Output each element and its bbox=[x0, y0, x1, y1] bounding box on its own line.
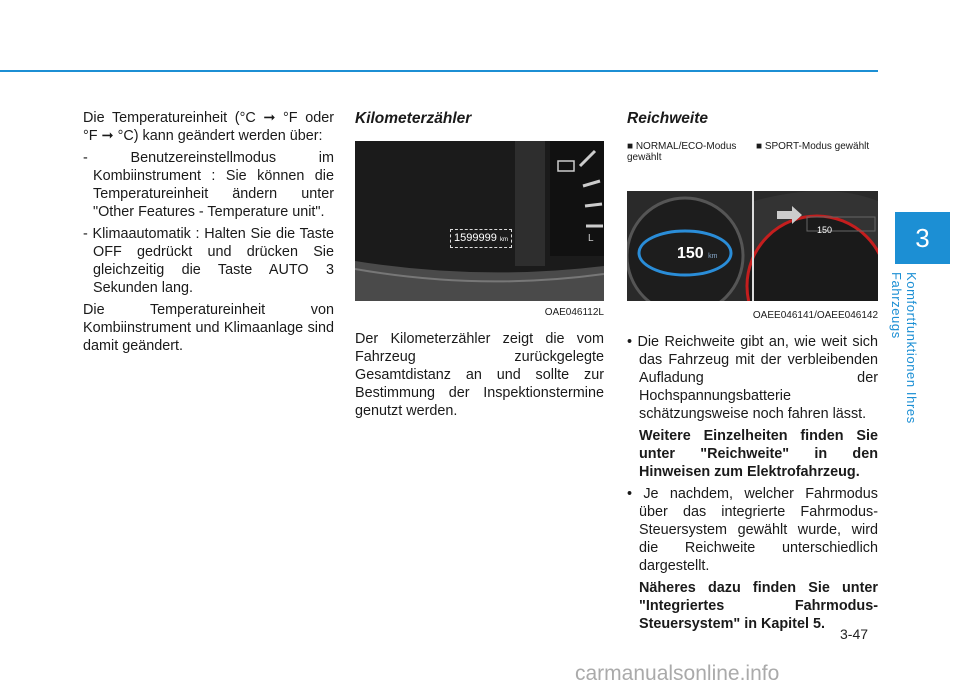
odometer-value: 1599999 bbox=[454, 232, 497, 244]
column-range bbox=[627, 109, 878, 633]
column-odometer bbox=[355, 109, 604, 420]
legend-normal-eco: ■ NORMAL/ECO-Modus gewählt bbox=[627, 141, 737, 163]
range-bullet-2-note: Näheres dazu finden Sie unter "Integriertes Fahrmodus-Steuersystem" in Kapitel 5. bbox=[639, 580, 878, 632]
page-number: 3-47 bbox=[840, 626, 869, 642]
legend-sport: ■ SPORT-Modus gewählt bbox=[756, 141, 870, 152]
range-text bbox=[627, 333, 878, 633]
column-temperature-unit bbox=[83, 109, 334, 355]
range-heading: Reichweite bbox=[627, 110, 708, 127]
temperature-item-cluster: - Benutzereinstellmodus im Kombiinstrument : Sie können die Temperatureinheit ändern unter "Other Features - Temperature unit". bbox=[83, 150, 334, 220]
range-unit: km bbox=[708, 253, 718, 260]
watermark: carmanualsonline.info bbox=[575, 662, 780, 685]
mode-divider bbox=[752, 191, 754, 301]
odometer-figure-code: OAE046112L bbox=[544, 307, 604, 318]
odometer-readout bbox=[450, 229, 512, 248]
temperature-intro: Die Temperatureinheit (°C ➞ °F oder °F ➞ °C) kann geändert werden über: bbox=[83, 110, 334, 144]
range-figure bbox=[627, 191, 878, 301]
gauge-letter: L bbox=[588, 233, 594, 244]
odometer-unit: km bbox=[499, 237, 508, 243]
range-bullet-1: • Die Reichweite gibt an, wie weit sich das Fahrzeug mit der verbleibenden Aufladung der Hochspannungsbatterie schätzungsweise noch fahren lässt. bbox=[627, 334, 878, 422]
odometer-heading: Kilometerzähler bbox=[355, 110, 472, 127]
dashboard-illustration bbox=[355, 141, 604, 301]
range-small-readout: 150 bbox=[817, 225, 833, 235]
chapter-title: Komfortfunktionen Ihres Fahrzeugs bbox=[889, 272, 919, 424]
range-value bbox=[677, 245, 718, 266]
temperature-outro: Die Temperatureinheit von Kombiinstrument und Klimaanlage sind damit geändert. bbox=[83, 302, 334, 354]
range-figure-code: OAEE046141/OAEE046142 bbox=[752, 310, 878, 321]
chapter-number-tab: 3 bbox=[895, 212, 950, 264]
range-legend bbox=[627, 141, 878, 191]
range-bullet-2: • Je nachdem, welcher Fahrmodus über das integrierte Fahrmodus-Steuersystem gewählt wurde, wird die Reichweite unterschiedlich dargestellt. bbox=[627, 486, 878, 574]
range-number: 150 bbox=[677, 245, 704, 262]
odometer-description: Der Kilometerzähler zeigt die vom Fahrzeug zurückgelegte Gesamtdistanz an und sollte zur Bestimmung der Inspektionstermine genutzt werden. bbox=[355, 331, 604, 419]
temperature-item-climate: - Klimaautomatik : Halten Sie die Taste OFF gedrückt und drücken Sie gleichzeitig die Taste AUTO 3 Sekunden lang. bbox=[83, 226, 334, 296]
odometer-figure bbox=[355, 141, 604, 301]
top-rule bbox=[0, 70, 878, 72]
range-bullet-1-note: Weitere Einzelheiten finden Sie unter "Reichweite" in den Hinweisen zum Elektrofahrzeug. bbox=[639, 428, 878, 480]
